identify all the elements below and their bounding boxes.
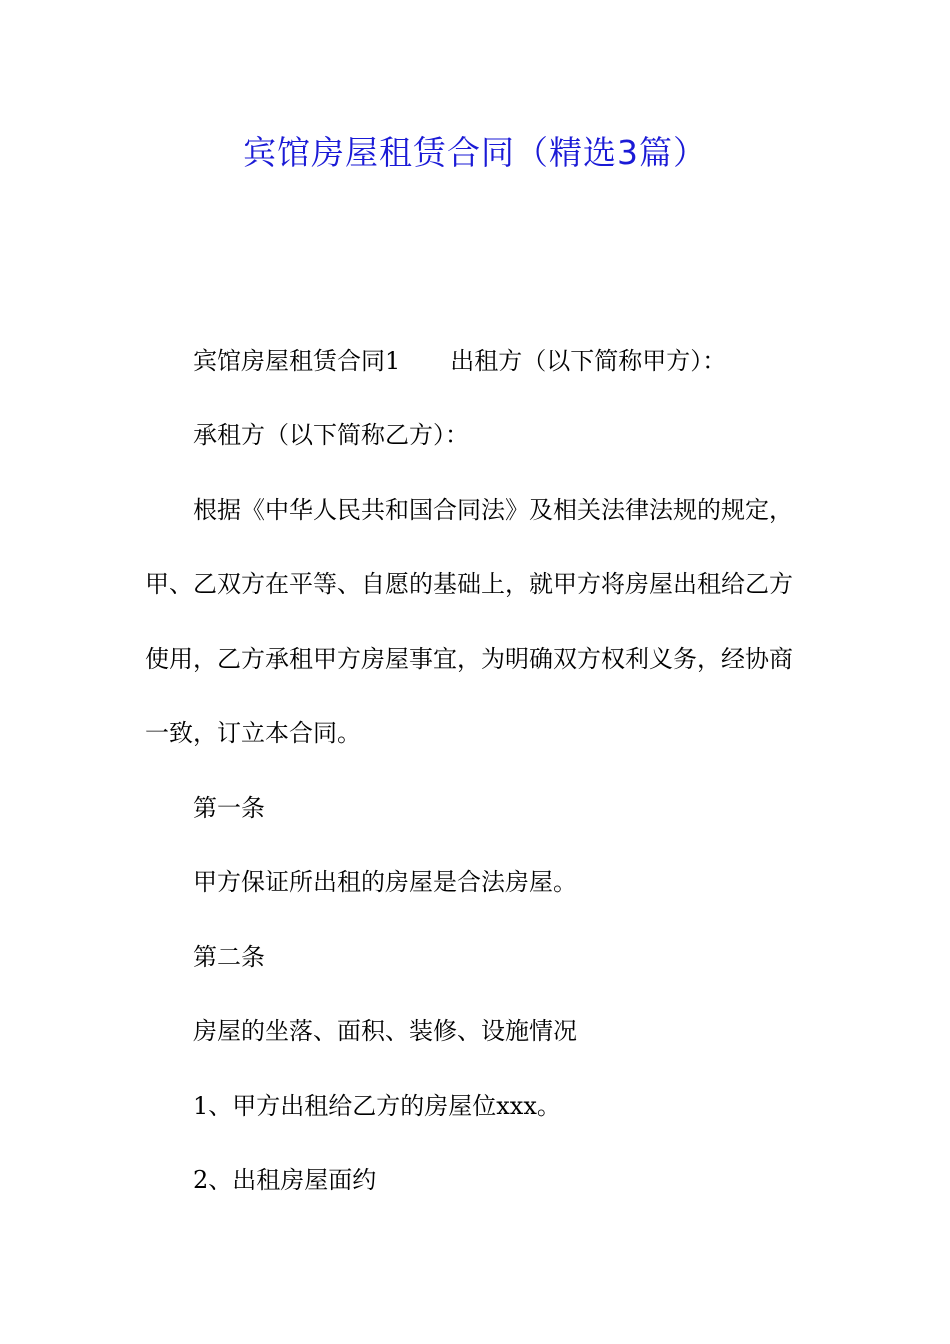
article-item: 1、甲方出租给乙方的房屋位xxx。 (193, 1092, 561, 1120)
paragraph-line: 根据《中华人民共和国合同法》及相关法律法规的规定， (193, 496, 793, 524)
paragraph-line: 使用，乙方承租甲方房屋事宜，为明确双方权利义务，经协商 (145, 645, 793, 673)
article-text: 房屋的坐落、面积、装修、设施情况 (193, 1017, 577, 1045)
paragraph-line: 甲、乙双方在平等、自愿的基础上，就甲方将房屋出租给乙方 (145, 570, 793, 598)
article-heading: 第二条 (193, 943, 265, 971)
article-heading: 第一条 (193, 794, 265, 822)
lessee-label: 承租方（以下简称乙方）： (193, 421, 469, 449)
document-title: 宾馆房屋租赁合同（精选3篇） (243, 133, 707, 172)
lessor-label: 出租方（以下简称甲方）： (450, 347, 727, 375)
paragraph-line: 一致，订立本合同。 (145, 719, 361, 747)
contract-number-label: 宾馆房屋租赁合同1 (193, 347, 401, 375)
article-item: 2、出租房屋面约 (193, 1166, 377, 1194)
contract-heading-line (193, 343, 726, 379)
article-text: 甲方保证所出租的房屋是合法房屋。 (193, 868, 577, 896)
